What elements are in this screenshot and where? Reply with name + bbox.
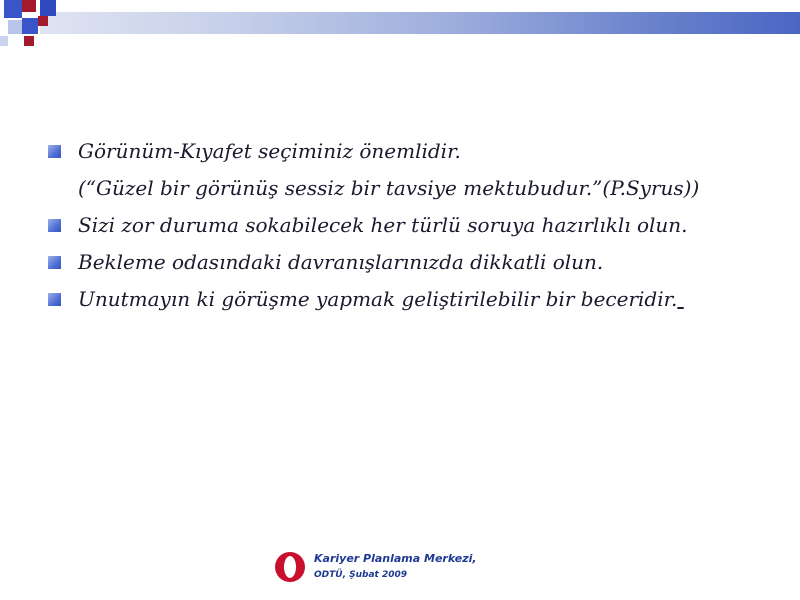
header-gradient-band (40, 12, 800, 34)
deco-square-light (0, 36, 8, 46)
list-item (48, 210, 778, 247)
list-item (48, 284, 778, 321)
list-item-quote (48, 173, 778, 210)
footer-text (314, 550, 477, 584)
square-bullet-icon (48, 293, 61, 306)
list-item (48, 247, 778, 284)
list-item-text: Bekleme odasındaki davranışlarınızda dikkatli olun. (78, 250, 604, 274)
footer-organization: Kariyer Planlama Merkezi, (314, 552, 477, 565)
deco-square-red (24, 36, 34, 46)
square-bullet-icon (48, 145, 61, 158)
list-item-text: Sizi zor duruma sokabilecek her türlü soruya hazırlıklı olun. (78, 213, 688, 237)
bullet-list (48, 136, 778, 321)
deco-square-blue (40, 0, 56, 16)
deco-square-light (8, 20, 22, 34)
deco-square-red (22, 0, 36, 12)
deco-square-red (38, 16, 48, 26)
square-bullet-icon (48, 219, 61, 232)
odtu-logo-icon (274, 551, 306, 583)
deco-square-blue (22, 18, 38, 34)
deco-square-blue (4, 0, 22, 18)
quote-text: (“Güzel bir görünüş sessiz bir tavsiye mektubudur.”(P.Syrus)) (78, 176, 700, 200)
footer-date: ODTÜ, Şubat 2009 (314, 570, 408, 580)
footer (274, 550, 477, 584)
list-item-text: Unutmayın ki görüşme yapmak geliştirilebilir bir beceridir. (78, 287, 678, 311)
list-item-text: Görünüm-Kıyafet seçiminiz önemlidir. (78, 139, 461, 163)
square-bullet-icon (48, 256, 61, 269)
list-item (48, 136, 778, 173)
